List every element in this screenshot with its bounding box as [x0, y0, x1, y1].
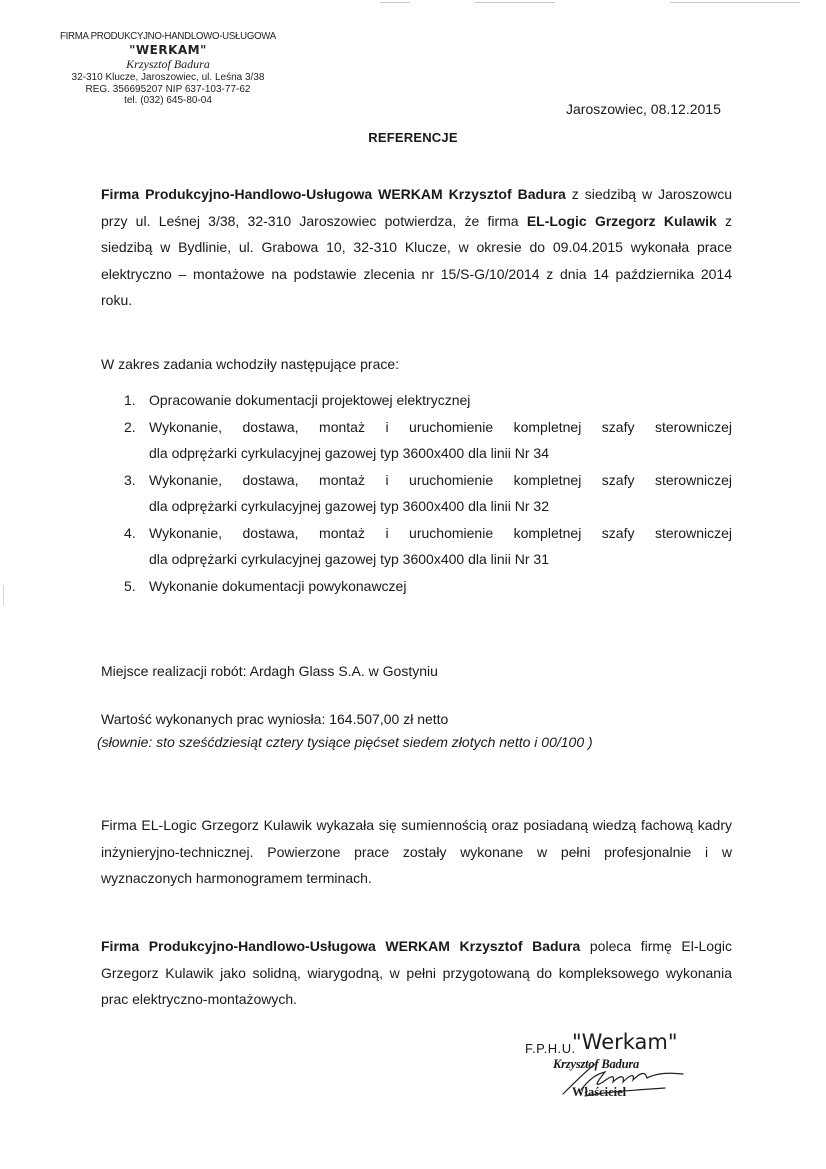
- scope-list: [124, 387, 732, 599]
- scope-intro: W zakres zadania wchodziły następujące prace:: [101, 356, 400, 372]
- intro-paragraph: [101, 181, 732, 314]
- signature-stamp-prefix: F.P.H.U.: [525, 1041, 576, 1056]
- scope-item: [124, 467, 732, 520]
- scope-item-detail: dla odprężarki cyrkulacyjnej gazowej typ 3600x400 dla linii Nr 34: [149, 445, 549, 461]
- contract-value-in-words: (słownie: sto sześćdziesiąt cztery tysiące pięćset siedem złotych netto i 00/100 ): [97, 734, 593, 750]
- scope-item-number: 1.: [124, 392, 136, 408]
- scope-item-detail: dla odprężarki cyrkulacyjnej gazowej typ 3600x400 dla linii Nr 32: [149, 498, 549, 514]
- stamp-company-type: FIRMA PRODUKCYJNO-HANDLOWO-USŁUGOWA: [60, 30, 276, 42]
- contract-value: Wartość wykonanych prac wyniosła: 164.507,00 zł netto: [101, 711, 449, 727]
- stamp-owner-name: Krzysztof Badura: [126, 57, 210, 71]
- signature-stamp: [515, 1030, 695, 1130]
- recommending-company-name: Firma Produkcyjno-Handlowo-Usługowa WERKAM Krzysztof Badura: [101, 938, 581, 954]
- scope-item-text: Wykonanie, dostawa, montaż i uruchomienie kompletnej szafy sterowniczej: [149, 418, 732, 435]
- scope-item: [124, 387, 732, 414]
- scope-item-text: Wykonanie dokumentacji powykonawczej: [149, 577, 407, 594]
- document-title: REFERENCJE: [368, 130, 458, 145]
- signature-stamp-role: Właściciel: [572, 1085, 627, 1099]
- scope-item-number: 3.: [124, 471, 136, 488]
- scope-item-number: 2.: [124, 418, 136, 435]
- scope-item-number: 4.: [124, 524, 136, 541]
- assessment-paragraph: Firma EL-Logic Grzegorz Kulawik wykazała się sumiennością oraz posiadaną wiedzą fachową kadry inżynieryjno-technicznej. Powierzone prace zostały wykonane w pełni profesjonalnie i w wyznaczonych harmonogramem terminach.: [101, 817, 732, 886]
- scan-margin-mark: [3, 585, 4, 605]
- contractor-name: EL-Logic Grzegorz Kulawik: [526, 212, 717, 229]
- work-location: Miejsce realizacji robót: Ardagh Glass S.A. w Gostyniu: [101, 663, 438, 679]
- intro-text-2: z siedzibą w Bydlinie, ul. Grabowa 10, 32-310 Klucze, w okresie do 09.04.2015 wykonała prace elektryczno – montażowe na podstawie zlecenia nr 15/S-G/10/2014 z dnia 14 października 2014 roku.: [101, 212, 732, 308]
- intro-text-1: z siedzibą w Jaroszowcu przy ul. Leśnej 3/38, 32-310 Jaroszowiec potwierdza, że firma: [101, 186, 732, 229]
- scope-item: [124, 520, 732, 573]
- scope-item-detail: dla odprężarki cyrkulacyjnej gazowej typ 3600x400 dla linii Nr 31: [149, 551, 549, 567]
- scope-item-text: Wykonanie, dostawa, montaż i uruchomienie kompletnej szafy sterowniczej: [149, 471, 732, 488]
- recommendation-paragraph: [101, 933, 732, 1013]
- letter-date: Jaroszowiec, 08.12.2015: [566, 101, 721, 117]
- scope-item: [124, 573, 732, 600]
- signature-stamp-company: "Werkam": [572, 1030, 678, 1054]
- stamp-phone: tel. (032) 645-80-04: [124, 95, 212, 106]
- scan-top-marks: [380, 0, 800, 6]
- stamp-company-name: "WERKAM": [129, 43, 207, 57]
- stamp-address: 32-310 Klucze, Jaroszowiec, ul. Leśna 3/38: [71, 72, 265, 83]
- stamp-registration: REG. 356695207 NIP 637-103-77-62: [85, 83, 251, 95]
- handwritten-signature-icon: [545, 1052, 695, 1102]
- recommendation-text: poleca firmę El-Logic Grzegorz Kulawik jako solidną, wiarygodną, w pełni przygotowaną do kompleksowego wykonania prac elektryczno-montażowych.: [101, 938, 732, 1007]
- company-letterhead-stamp: [48, 30, 288, 107]
- scope-item: [124, 414, 732, 467]
- issuer-company-name: Firma Produkcyjno-Handlowo-Usługowa WERKAM Krzysztof Badura: [101, 186, 566, 202]
- scope-item-text: Wykonanie, dostawa, montaż i uruchomienie kompletnej szafy sterowniczej: [149, 524, 732, 541]
- scope-item-number: 5.: [124, 577, 136, 594]
- scope-item-text: Opracowanie dokumentacji projektowej elektrycznej: [149, 392, 471, 408]
- signature-stamp-owner: Krzysztof Badura: [553, 1057, 640, 1071]
